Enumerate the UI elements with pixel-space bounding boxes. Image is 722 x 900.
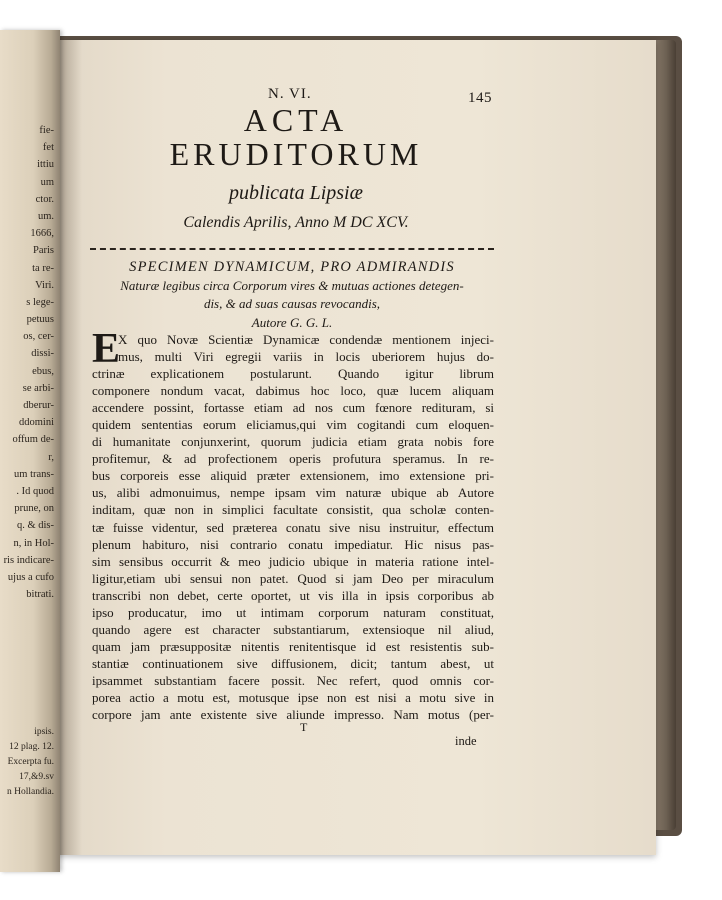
left-page-fragment: ittiu bbox=[37, 159, 54, 171]
page-number: 145 bbox=[468, 90, 492, 106]
body-line: ipso producatur, imo ut intimam corporum naturam constituat, bbox=[92, 604, 494, 620]
issue-date: Calendis Aprilis, Anno M DC XCV. bbox=[183, 214, 409, 231]
body-line: componere nondum vacat, dabimus hoc loco, quæ lucem aliquam bbox=[92, 383, 494, 399]
catchword: inde bbox=[455, 734, 477, 748]
body-line: bus corporeis esse aliquid præter extensionem, imo extensione pri- bbox=[92, 468, 494, 484]
left-page-fragment: . Id quod bbox=[16, 485, 54, 497]
body-line: transcribi non debet, certe oportet, ut vis illa in ipsis corporibus ab bbox=[92, 587, 494, 603]
left-page-fragment: petuus bbox=[26, 314, 54, 326]
separator-rule bbox=[90, 248, 494, 250]
drop-cap: E bbox=[92, 326, 121, 372]
body-line: sim sensibus occurrit & meo judicio ubique in materia ratione intel- bbox=[92, 553, 494, 569]
article-title bbox=[90, 258, 494, 332]
left-page-fragment: dberur- bbox=[23, 400, 54, 411]
body-line: ligitur,etiam ubi sensui non patet. Quod si jam Deo per miraculum bbox=[92, 570, 494, 586]
body-line: quam jam præsuppositæ nitentis renitentisque id est resistentis sub- bbox=[92, 638, 494, 654]
body-line: profitemur, & ad profectionem operis profutura speramus. In re- bbox=[92, 451, 494, 467]
body-line: quidem sententias eorum eliciamus,qui vim cogitandi cum eloquen- bbox=[92, 417, 494, 433]
body-line: di humanitate conjunxerint, quorum judicia etiam grata nobis fore bbox=[92, 434, 494, 450]
left-page-text-lower bbox=[0, 725, 56, 800]
body-line: ctrinæ explicationem postularunt. Quando igitur librum bbox=[92, 366, 494, 382]
body-line: porea actio a motu est, motusque ipse non est nisi a motu sive in bbox=[92, 689, 494, 705]
left-page bbox=[0, 30, 60, 872]
left-page-fragment: r, bbox=[48, 451, 54, 463]
body-line: quando agere est character substantiarum, extensioque nil aliud, bbox=[92, 621, 494, 637]
body-line: X quo Novæ Scientiæ Dynamicæ condendæ mentionem injeci- bbox=[118, 332, 494, 347]
left-page-fragment: ujus a cufo bbox=[7, 571, 54, 583]
journal-subtitle: publicata Lipsiæ bbox=[229, 182, 363, 204]
left-page-text bbox=[0, 122, 56, 603]
left-page-fragment: offum de- bbox=[12, 434, 54, 446]
left-page-fragment: q. & dis- bbox=[16, 520, 54, 532]
article-title-line3: dis, & ad suas causas revocandis, bbox=[203, 296, 381, 311]
article-title-line2: Naturæ legibus circa Corporum vires & mutuas actiones detegen- bbox=[120, 277, 464, 293]
left-page-fragment: 12 plag. 12. bbox=[9, 742, 54, 752]
left-page-fragment: ris indicare- bbox=[3, 554, 54, 566]
left-page-fragment: n, in Hol- bbox=[13, 537, 54, 549]
left-page-fragment: ddomini bbox=[18, 417, 54, 429]
article-title-line1: SPECIMEN DYNAMICUM, PRO ADMIRANDIS bbox=[129, 259, 455, 275]
body-line: mus, multi Viri egregii variis in locis uberiorem hujus do- bbox=[118, 349, 494, 365]
body-line: corpore jam ante existente sive aliunde impresso. Nam motus (per- bbox=[92, 707, 494, 723]
left-page-fragment: os, cer- bbox=[23, 331, 54, 343]
left-page-fragment: ta re- bbox=[32, 262, 54, 274]
body-line: ipsammet substantiam facere possit. Nec refert, quod omnis cor- bbox=[92, 672, 494, 688]
journal-title-line1: ACTA bbox=[243, 102, 349, 138]
left-page-fragment: fie- bbox=[39, 125, 54, 136]
left-page-fragment: prune, on bbox=[14, 503, 54, 515]
left-page-fragment: ctor. bbox=[35, 193, 54, 205]
left-page-fragment: Excerpta fu. bbox=[7, 757, 54, 767]
left-page-fragment: s lege- bbox=[26, 296, 54, 308]
left-page-fragment: ebus, bbox=[32, 365, 54, 377]
left-page-fragment: ipsis. bbox=[34, 727, 54, 737]
left-page-fragment: fet bbox=[42, 142, 54, 154]
signature-mark: T bbox=[300, 720, 308, 734]
body-line: stantiæ continuationem sive diffusionem, dicit; tantum abest, ut bbox=[92, 655, 494, 671]
issue-number: N. VI. bbox=[268, 86, 312, 102]
article-author: Autore G. G. L. bbox=[251, 314, 333, 330]
left-page-fragment: 1666, bbox=[30, 228, 54, 240]
body-line: plenum habituro, nisi contrario conatu impediatur. Hic nisus pas- bbox=[92, 536, 494, 552]
left-page-fragment: Paris bbox=[33, 245, 54, 257]
left-page-fragment: bitrati. bbox=[26, 589, 54, 601]
left-page-fragment: n Hollandia. bbox=[7, 787, 54, 797]
body-line: tæ fuisse videntur, sed præterea conatu sive nisu instruitur, effectum bbox=[92, 519, 494, 535]
body-line: inditam, quæ non in simplici facultate consistit, qua scholæ conten- bbox=[92, 502, 494, 518]
left-page-fragment: dissi- bbox=[31, 348, 54, 360]
journal-title-line2: ERUDITORUM bbox=[169, 136, 423, 172]
left-page-fragment: se arbi- bbox=[22, 382, 54, 394]
left-page-fragment: um bbox=[40, 176, 54, 188]
left-page-fragment: um trans- bbox=[14, 468, 54, 480]
body-line: us, alibi admonuimus, nempe ipsam vim naturæ ubique ab Autore bbox=[92, 485, 494, 501]
left-page-fragment: Viri. bbox=[35, 279, 54, 291]
left-page-fragment: um. bbox=[37, 210, 54, 222]
left-page-fragment: 17,&9.sv bbox=[19, 772, 54, 782]
body-line: accendere possint, fortasse etiam ad nos cum fœnore redituram, si bbox=[92, 400, 494, 416]
article-body bbox=[92, 326, 494, 723]
